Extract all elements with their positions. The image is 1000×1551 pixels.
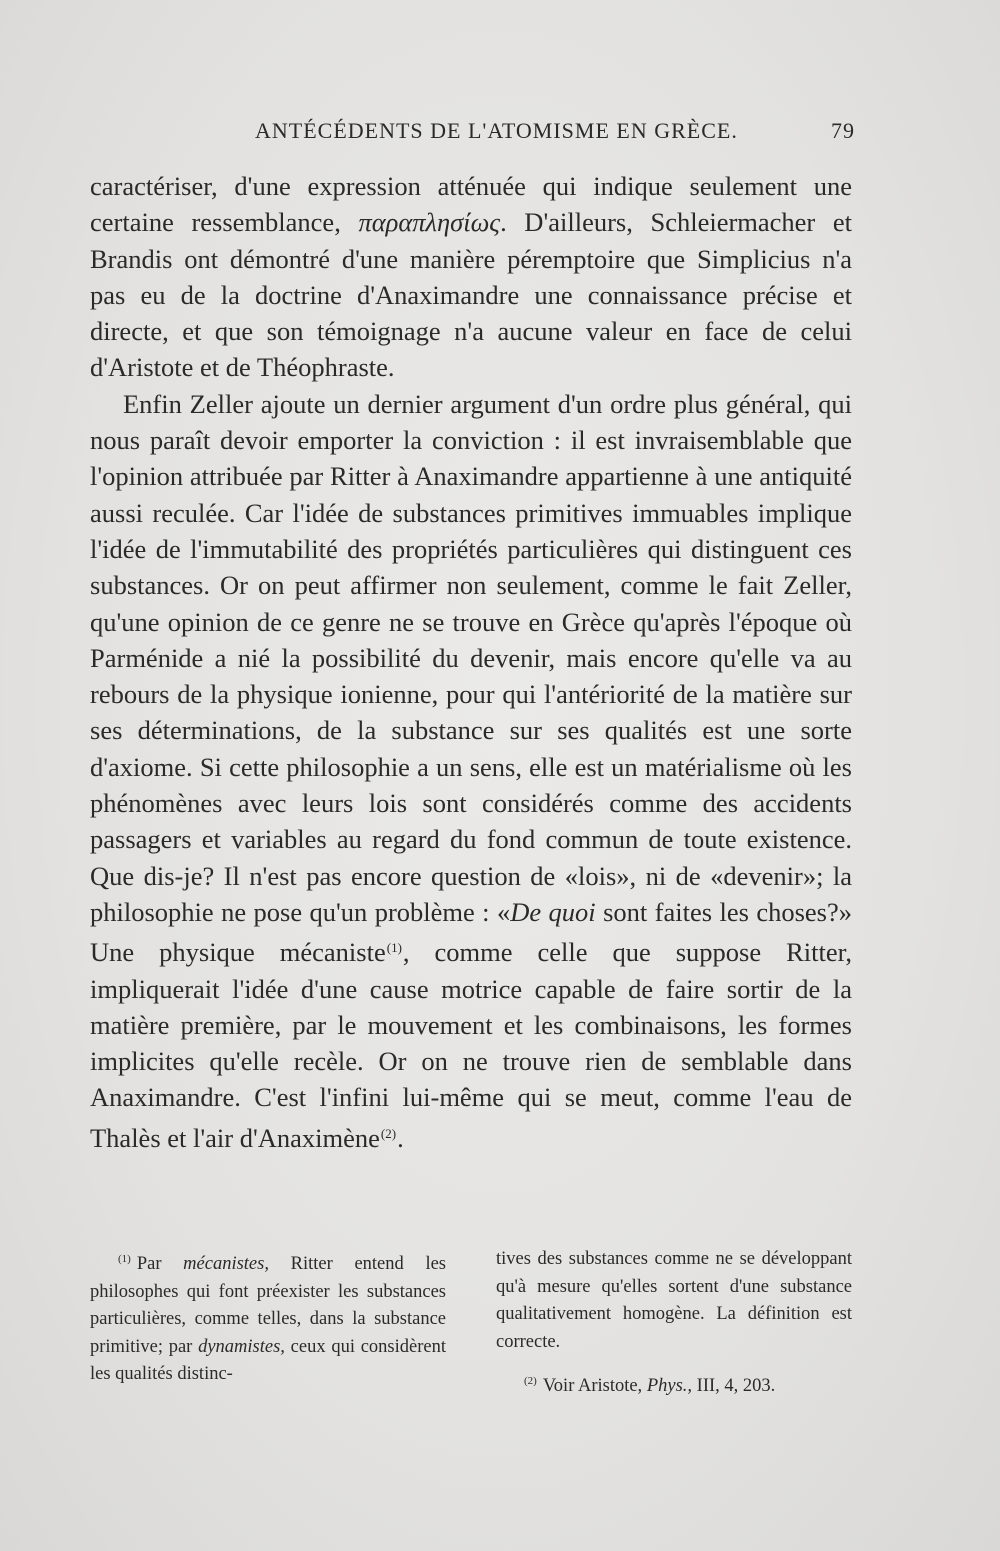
paragraph-1-text-b: . D'ailleurs, Schleiermacher et Brandis ont démontré d'une manière péremptoire que Simplicius n'a pas eu de la doctrine d'Anaximandre une connaissance précise et directe, et que son témoignage n'a aucune valeur en face de celui d'Aristote et de Théophraste. bbox=[90, 207, 852, 383]
footnote-2-mark: (2) bbox=[524, 1375, 537, 1387]
paragraph-2-emphasis: De quoi bbox=[510, 896, 596, 927]
footnote-1-emphasis-2: dynamistes, bbox=[198, 1336, 285, 1357]
paragraph-2 bbox=[90, 386, 852, 1156]
paragraph-1-text-a: caractériser, d'une expression atténuée qui indique seulement une certaine ressemblance, bbox=[90, 171, 852, 238]
paragraph-2-text-c: , comme celle que suppose Ritter, impliquerait l'idée d'une cause motrice capable de faire sortir de la matière première, par le mouvement et les combinaisons, les formes implicites qu'elle recèle. Or on ne trouve rien de semblable dans Anaximandre. C'est l'infini lui-même qui se meut, comme l'eau de Thalès et l'air d'Anaximène bbox=[90, 937, 852, 1153]
footnote-1-text-c: ceux qui considèrent les qualités distinc- bbox=[90, 1336, 446, 1384]
footnote-ref-2[interactable]: (2) bbox=[380, 1125, 397, 1141]
footnotes bbox=[90, 1246, 852, 1406]
footnote-1-text-b: Ritter entend les philosophes qui font préexister les substances particulières, comme telles, dans la substance primitive; par bbox=[90, 1254, 446, 1357]
main-text bbox=[90, 168, 852, 1156]
footnote-column-left bbox=[90, 1246, 446, 1389]
footnote-1 bbox=[90, 1246, 446, 1389]
footnote-2 bbox=[496, 1368, 852, 1401]
paragraph-2-text-b: sont faites les choses?» Une physique mécaniste bbox=[90, 896, 852, 968]
footnote-2-text-a: Voir Aristote, bbox=[542, 1376, 647, 1396]
page-number: 79 bbox=[831, 118, 855, 143]
paragraph-2-text-a: Enfin Zeller ajoute un dernier argument d'un ordre plus général, qui nous paraît devoir emporter la conviction : il est invraisemblable que l'opinion attribuée par Ritter à Anaximandre appartienne à une antiquité aussi reculée. Car l'idée de substances primitives immuables implique l'idée de l'immutabilité des propriétés particulières qui distinguent ces substances. Or on peut affirmer non seulement, comme le fait Zeller, qu'une opinion de ce genre ne se trouve en Grèce qu'après l'époque où Parménide a nié la possibilité du devenir, mais encore qu'elle va au rebours de la physique ionienne, pour qui l'antériorité de la matière sur ses déterminations, de la substance sur ses qualités est une sorte d'axiome. Si cette philosophie a un sens, elle est un matérialisme où les phénomènes avec leurs lois sont considérés comme des accidents passagers et variables au regard du fond commun de toute existence. Que dis-je? Il n'est pas encore question de «lois», ni de «devenir»; la philosophie ne pose qu'un problème : « bbox=[90, 388, 852, 927]
page-header bbox=[255, 118, 855, 148]
footnote-1-mark: (1) bbox=[118, 1253, 131, 1265]
greek-word: παραπλησίως bbox=[358, 207, 501, 238]
running-title: ANTÉCÉDENTS DE L'ATOMISME EN GRÈCE. bbox=[255, 118, 738, 143]
footnote-1-text-a: Par bbox=[136, 1254, 184, 1274]
footnote-1-continuation: tives des substances comme ne se développant qu'à mesure qu'elles sortent d'une substance qualitativement homogène. La définition est correcte. bbox=[496, 1249, 852, 1352]
paragraph-2-text-d: . bbox=[397, 1122, 404, 1153]
footnote-2-emphasis: Phys., bbox=[646, 1376, 693, 1396]
footnote-1-emphasis-1: mécanistes, bbox=[183, 1254, 269, 1274]
paragraph-1 bbox=[90, 168, 852, 386]
footnote-2-text-b: III, 4, 203. bbox=[692, 1376, 776, 1396]
footnote-ref-1[interactable]: (1) bbox=[386, 940, 402, 956]
footnote-column-right bbox=[496, 1246, 852, 1401]
